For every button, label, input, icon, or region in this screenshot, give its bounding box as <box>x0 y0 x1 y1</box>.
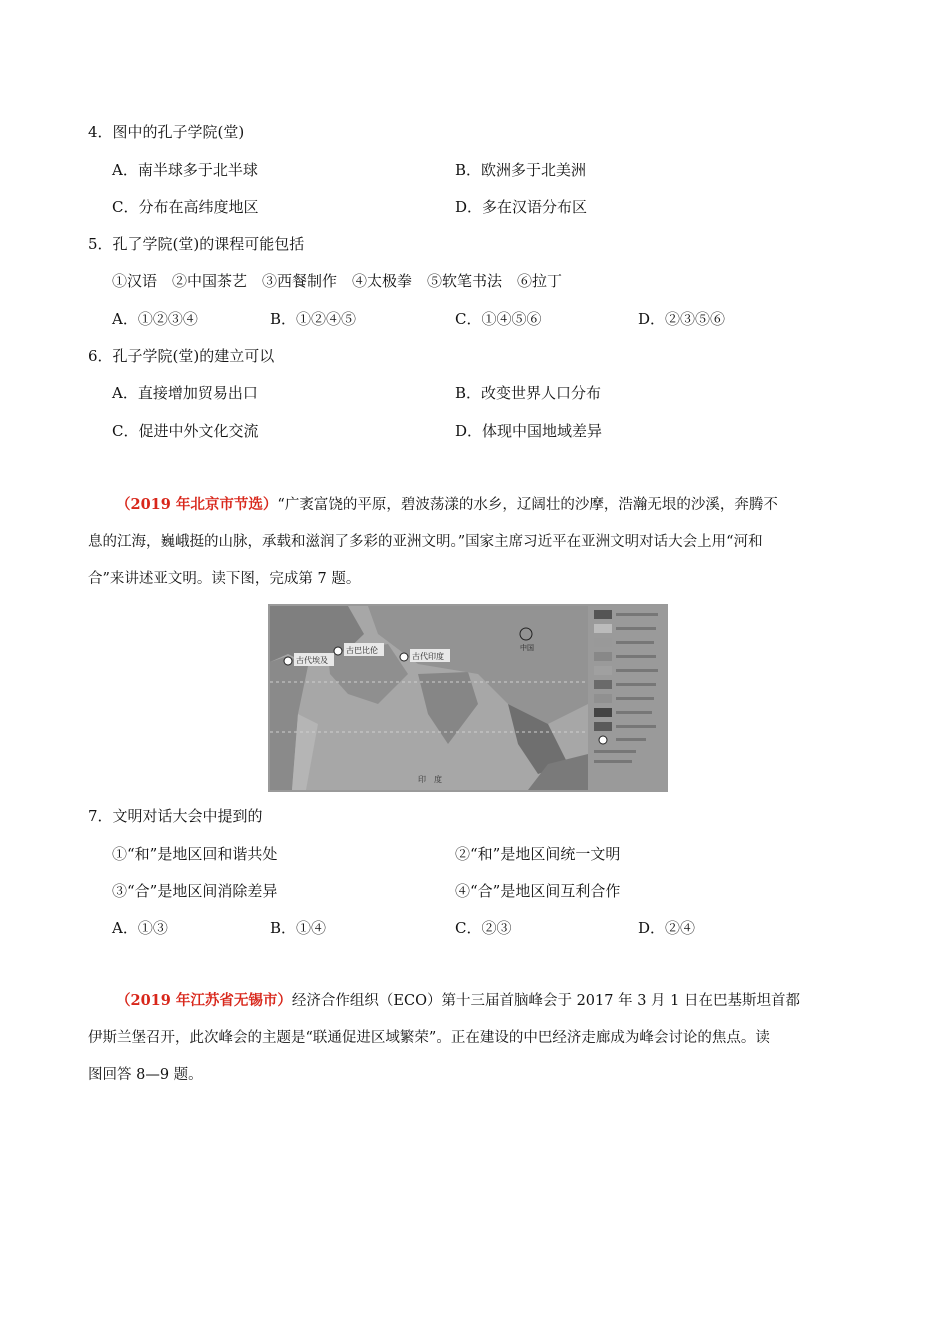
passage1-source: （2019 年北京市节选） <box>116 496 278 513</box>
q7-option-b: B．①④ <box>270 919 327 937</box>
q5-items: ①汉语 ②中国茶艺 ③西餐制作 ④太极拳 ⑤软笔书法 ⑥拉丁 <box>112 272 563 290</box>
q7-option-c: C．②③ <box>455 919 512 937</box>
egypt-label: 古代埃及 <box>296 656 328 665</box>
q7-statement-1: ①“和”是地区回和谐共处 <box>112 845 278 863</box>
q7-stem: 7．文明对话大会中提到的 <box>88 807 263 825</box>
q5-option-d: D．②③⑤⑥ <box>638 310 726 328</box>
q6-option-c: C．促进中外文化交流 <box>112 422 259 440</box>
passage2-line2: 伊斯兰堡召开，此次峰会的主题是“联通促进区域繁荣”。正在建设的中巴经济走廊成为峰会讨论的焦点。读 <box>88 1030 770 1046</box>
q7-statement-2: ②“和”是地区间统一文明 <box>455 845 621 863</box>
passage2 <box>88 991 864 1085</box>
passage2-line1: 经济合作组织（ECO）第十三届首脑峰会于 2017 年 3 月 1 日在巴基斯坦首都 <box>291 993 800 1009</box>
q5-option-a: A．①②③④ <box>112 310 198 328</box>
q4-option-a: A．南半球多于北半球 <box>112 161 258 179</box>
egypt-marker <box>284 657 292 665</box>
passage1-line3: 合”来讲述亚文明。读下图，完成第 7 题。 <box>88 571 361 587</box>
q7-statement-3: ③“合”是地区间消除差异 <box>112 882 278 900</box>
babylon-marker <box>334 647 342 655</box>
q6-option-b: B．改变世界人口分布 <box>455 384 602 402</box>
q4-option-d: D．多在汉语分布区 <box>455 198 588 216</box>
asia-civilization-map <box>268 604 668 792</box>
q4-option-c: C．分布在高纬度地区 <box>112 198 259 216</box>
q6-option-d: D．体现中国地域差异 <box>455 422 603 440</box>
q7-statement-4: ④“合”是地区间互利合作 <box>455 882 621 900</box>
india-marker <box>400 653 408 661</box>
passage1-line1: “广袤富饶的平原，碧波荡漾的水乡，辽阔壮的沙摩，浩瀚无垠的沙溪，奔腾不 <box>277 497 778 513</box>
indian-ocean-label: 印 度 <box>418 775 442 784</box>
q5-option-c: C．①④⑤⑥ <box>455 310 542 328</box>
china-label: 中国 <box>520 644 534 652</box>
passage1 <box>88 495 864 589</box>
q5-option-b: B．①②④⑤ <box>270 310 357 328</box>
q6-stem: 6．孔子学院(堂)的建立可以 <box>88 347 275 365</box>
passage1-line2: 息的江海，巍峨挺的山脉，承载和滋润了多彩的亚洲文明。”国家主席习近平在亚洲文明对话大会上用“河和 <box>88 534 763 550</box>
q7-option-d: D．②④ <box>638 919 696 937</box>
q6-option-a: A．直接增加贸易出口 <box>112 384 258 402</box>
passage2-line3: 图回答 8—9 题。 <box>88 1067 203 1083</box>
babylon-label: 古巴比伦 <box>346 646 378 655</box>
q4-stem: 4．图中的孔子学院(堂) <box>88 123 245 141</box>
passage2-source: （2019 年江苏省无锡市） <box>116 992 292 1009</box>
q5-stem: 5．孔了学院(堂)的课程可能包括 <box>88 235 305 253</box>
q4-option-b: B．欧洲多于北美洲 <box>455 161 587 179</box>
q7-option-a: A．①③ <box>112 919 168 937</box>
india-label: 古代印度 <box>412 652 444 661</box>
